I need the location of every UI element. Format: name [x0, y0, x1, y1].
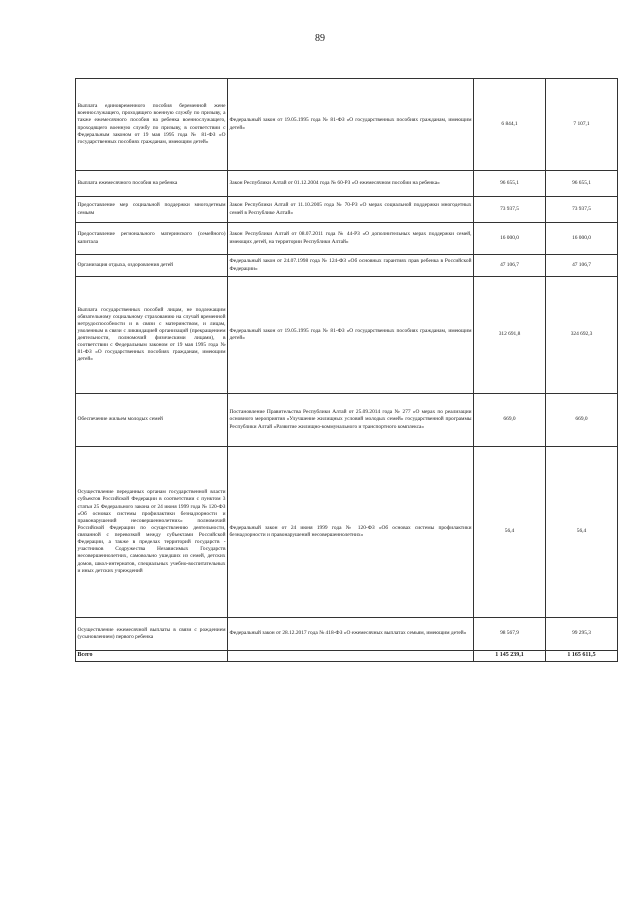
- row-name: Предоставление мер социальной поддержки многодетным семьям: [76, 197, 228, 223]
- row-law: Федеральный закон от 24 июня 1999 года № 120-ФЗ «Об основах системы профилактики безнадзорности и правонарушений несовершеннолетних»: [228, 447, 474, 618]
- table-row: [76, 277, 618, 394]
- row-value-2: 73 937,5: [546, 197, 618, 223]
- row-value-1: 47 106,7: [474, 255, 546, 277]
- row-value-1: 312 691,8: [474, 277, 546, 394]
- total-label: Всего: [76, 651, 228, 662]
- table-row: [76, 223, 618, 255]
- row-name: Предоставление регионального материнского (семейного) капитала: [76, 223, 228, 255]
- row-value-2: 47 106,7: [546, 255, 618, 277]
- row-value-1: 96 655,1: [474, 171, 546, 197]
- row-value-2: 96 655,1: [546, 171, 618, 197]
- row-law: Федеральный закон от 19.05.1995 года № 81-ФЗ «О государственных пособиях гражданам, имеющим детей»: [228, 79, 474, 171]
- row-law: Федеральный закон от 24.07.1998 года № 124-ФЗ «Об основных гарантиях прав ребенка в Российской Федерации»: [228, 255, 474, 277]
- row-value-2: 7 107,1: [546, 79, 618, 171]
- row-value-2: 324 692,3: [546, 277, 618, 394]
- table-row: [76, 79, 618, 171]
- row-law: Постановление Правительства Республики Алтай от 25.09.2014 года № 277 «О мерах по реализации основного мероприятия «Улучшение жилищных условий молодых семей» государственной программы Республики Алтай «Развитие жилищно-коммунального и транспортного комплекса»: [228, 394, 474, 447]
- expenditure-table: [75, 78, 618, 662]
- row-name: Выплата ежемесячного пособия на ребенка: [76, 171, 228, 197]
- table-row: [76, 618, 618, 651]
- table-row: [76, 255, 618, 277]
- row-value-2: 669,0: [546, 394, 618, 447]
- page-number: 89: [315, 33, 325, 44]
- row-name: Выплата единовременного пособия беременной жене военнослужащего, проходящего военную службу по призыву, а также ежемесячного пособия на ребенка военнослужащего, проходящего военную службу по призыву, в соответствии с Федеральным законом от 19 мая 1995 года № 81-ФЗ «О государственных пособиях гражданам, имеющим детей»: [76, 79, 228, 171]
- row-name: Осуществление переданных органам государственной власти субъектов Российской Федерации в соответствии с пунктом 3 статьи 25 Федерального закона от 24 июня 1999 года № 120-ФЗ «Об основах системы профилактики безнадзорности и правонарушений несовершеннолетних» полномочий Российской Федерации по осуществлению деятельности, связанной с перевозкой между субъектами Российской Федерации, а также в пределах территорий государств - участников Содружества Независимых Государств несовершеннолетних, самовольно ушедших из семей, детских домов, школ-интернатов, специальных учебно-воспитательных и иных детских учреждений: [76, 447, 228, 618]
- row-name: Организация отдыха, оздоровления детей: [76, 255, 228, 277]
- total-value-2: 1 165 611,5: [546, 651, 618, 662]
- row-value-1: 6 844,1: [474, 79, 546, 171]
- row-value-2: 56,4: [546, 447, 618, 618]
- total-empty-cell: [228, 651, 474, 662]
- row-value-1: 98 567,9: [474, 618, 546, 651]
- total-value-1: 1 145 239,1: [474, 651, 546, 662]
- row-name: Обеспечение жильем молодых семей: [76, 394, 228, 447]
- row-value-1: 56,4: [474, 447, 546, 618]
- row-law: Закон Республики Алтай от 01.12.2004 года № 60-РЗ «О ежемесячном пособии на ребенка»: [228, 171, 474, 197]
- row-name: Выплата государственных пособий лицам, не подлежащим обязательному социальному страхованию на случай временной нетрудоспособности и в связи с материнством, и лицам, уволенным в связи с ликвидацией организаций (прекращением деятельности, полномочий физическими лицами), в соответствии с Федеральным законом от 19 мая 1995 года № 81-ФЗ «О государственных пособиях гражданам, имеющим детей»: [76, 277, 228, 394]
- row-value-1: 669,0: [474, 394, 546, 447]
- table-row: [76, 394, 618, 447]
- row-value-1: 16 000,0: [474, 223, 546, 255]
- row-law: Закон Республики Алтай от 08.07.2011 года № 44-РЗ «О дополнительных мерах поддержки семей, имеющих детей, на территории Республики Алтай»: [228, 223, 474, 255]
- table-row: [76, 171, 618, 197]
- table-row: [76, 197, 618, 223]
- table-row: [76, 447, 618, 618]
- row-law: Федеральный закон от 19.05.1995 года № 81-ФЗ «О государственных пособиях гражданам, имеющим детей»: [228, 277, 474, 394]
- row-value-1: 73 937,5: [474, 197, 546, 223]
- total-row: [76, 651, 618, 662]
- row-law: Федеральный закон от 28.12.2017 года № 418-ФЗ «О ежемесячных выплатах семьям, имеющим детей»: [228, 618, 474, 651]
- row-value-2: 16 000,0: [546, 223, 618, 255]
- row-value-2: 99 295,3: [546, 618, 618, 651]
- row-name: Осуществление ежемесячной выплаты в связи с рождением (усыновлением) первого ребенка: [76, 618, 228, 651]
- row-law: Закон Республики Алтай от 11.10.2005 года № 70-РЗ «О мерах социальной поддержки многодетных семей в Республике Алтай»: [228, 197, 474, 223]
